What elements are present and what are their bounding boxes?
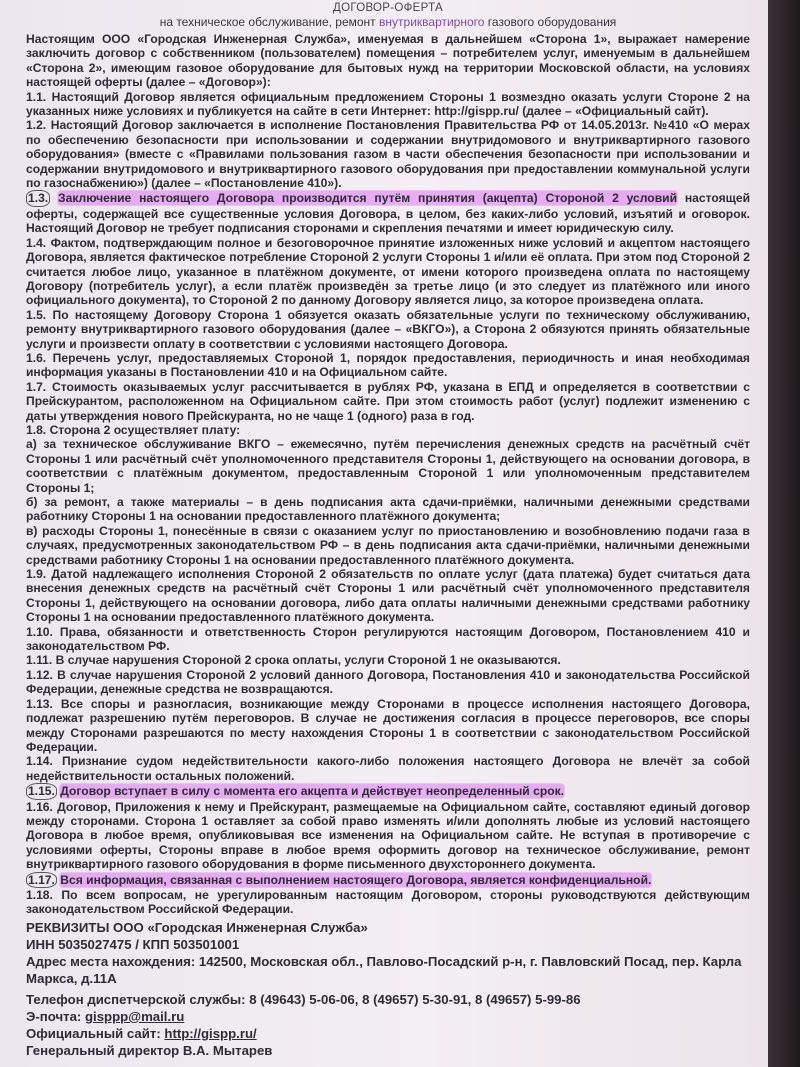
clause-number: 1.4. [26, 235, 47, 250]
clause-item [26, 567, 750, 625]
clause-text: б) за ремонт, а также материалы – в день подписания акта сдачи-приёмки, наличными денежными средствами работнику Стороны 1 на основании предоставленного платёжного документа; [26, 495, 750, 524]
requisites-phone: Телефон диспетчерской службы: 8 (49643) 5-06-06, 8 (49657) 5-30-91, 8 (49657) 5-99-86 [26, 991, 581, 1007]
clause-number: 1.14. [26, 754, 53, 769]
clause-text: Все споры и разногласия, возникающие между Сторонами в процессе исполнения настоящего Договора, подлежат разрешению путём переговоров. В случае не достижения согласия в процессе переговоров, все споры между Сторонами разрешаются по месту нахождения Стороны 1 в соответствии с законодательством Российской Федерации. [26, 696, 750, 754]
clause-text: а) за техническое обслуживание ВКГО – ежемесячно, путём перечисления денежных средств на расчётный счёт Стороны 1 или расчётный счёт уполномоченного представителя Стороны 1, действующего на основании договора, в соответствии с платёжным документом, предоставленным Стороной 1 или уполномоченным представителем Стороны 1; [26, 437, 750, 495]
clause-text: Признание судом недействительности какого-либо положения настоящего Договора не влечёт за собой недействительности остальных положений. [26, 754, 750, 783]
clause-number: 1.16. [26, 799, 53, 814]
document-subtitle [26, 15, 750, 29]
clause-item [26, 668, 750, 697]
clause-number: 1.17. [28, 872, 55, 887]
clause-number: 1.6. [26, 350, 47, 365]
clause-item [26, 872, 750, 888]
clause-number: 1.3. [28, 191, 49, 206]
clause-item [26, 888, 750, 917]
clause-number: 1.2. [26, 118, 47, 133]
clause-item [26, 495, 750, 524]
clause-text: По настоящему Договору Сторона 1 обязуется оказать обязательные услуги по техническому обслуживанию, ремонту внутриквартирного газового оборудования (далее – «ВКГО»), а Сторона 2 обязуются принять обязательные услуги и произвести оплату в соответствии с условиями настоящего Договора. [26, 307, 750, 351]
car-dashboard-edge [768, 0, 800, 1067]
subtitle-accent: внутриквартирного [379, 15, 485, 29]
clause-number: 1.5. [26, 307, 47, 322]
clause-text: Настоящий Договор является официальным предложением Стороны 1 возмездно оказать услуги Стороне 2 на указанных ниже условиях и публикуется на сайте в сети Интернет: http://gispp.ru/ (далее – «Официальный сайт). [26, 89, 750, 119]
clause-number: 1.10. [26, 624, 53, 639]
clause-text: Сторона 2 осуществляет плату: [49, 422, 241, 437]
clause-item [26, 754, 750, 783]
clause-item [26, 236, 750, 308]
clause-item [26, 380, 750, 423]
clause-item [26, 90, 750, 119]
clause-highlight: Заключение настоящего Договора производится путём принятия (акцепта) Стороной 2 условий [58, 191, 678, 206]
clause-text: в) расходы Стороны 1, понесённые в связи с оказанием услуг по приостановлению и возобновлению подачи газа в случаях, предусмотренных законодательством РФ – в день подписания акта сдачи-приёмки, наличными денежными средствами работнику Стороны 1 на основании предоставленного платёжного документа. [26, 523, 750, 567]
email-link[interactable]: gisppp@mail.ru [84, 1008, 185, 1024]
clause-item [26, 190, 750, 235]
clause-item [26, 524, 750, 567]
clause-text: Перечень услуг, предоставляемых Стороной 1, порядок предоставления, периодичность и иная необходимая информация указаны в Постановлении 410 и на Официальном сайте. [26, 350, 750, 380]
clause-number: 1.18. [26, 887, 53, 902]
clause-number: 1.13. [26, 696, 53, 711]
clause-text: В случае нарушения Стороной 2 условий данного Договора, Постановления 410 и законодательства Российской Федерации, денежные средства не возвращаются. [26, 667, 750, 697]
clause-text: настоящей оферты, содержащей все существенные условия Договора, в целом, без каких-либо условий, изъятий и оговорок. Настоящий Договор не требует подписания сторонами и скрепления печатями и имеет юридическую силу. [26, 191, 751, 236]
clause-item [26, 783, 750, 799]
requisites-address: Адрес места нахождения: 142500, Московская обл., Павлово-Посадский р-н, г. Павловский Посад, пер. Карла Маркса, д.11А [26, 953, 742, 986]
requisites-inn: ИНН 5035027475 / КПП 503501001 [26, 936, 240, 952]
clause-item [26, 653, 750, 667]
clause-number: 1.1. [26, 89, 47, 104]
clauses-list [26, 90, 750, 917]
clause-text: Договор, Приложения к нему и Прейскурант, размещаемые на Официальном сайте, составляют единый договор между сторонами. Сторона 1 оставляет за собой право изменять и/или дополнять любые из условий настоящего Договора в любое время, опубликовывая все изменения на Официальном сайте. Не вступая в противоречие с условиями оферты, Стороны вправе в любое время оформить договор на техническое обслуживание, ремонт внутриквартирного газового оборудования в форме письменного двухстороннего документа. [26, 799, 750, 872]
clause-item [26, 697, 750, 755]
clause-number: 1.9. [26, 567, 47, 582]
clause-item [26, 351, 750, 380]
clause-highlight: Договор вступает в силу с момента его акцепта и действует неопределенный срок. [60, 784, 565, 799]
clause-text: В случае нарушения Стороной 2 срока оплаты, услуги Стороной 1 не оказываются. [55, 653, 561, 668]
clause-item [26, 800, 750, 872]
clause-number: 1.7. [26, 379, 47, 394]
clause-number: 1.15. [28, 784, 55, 799]
clause-text: Настоящий Договор заключается в исполнение Постановления Правительства РФ от 14.05.2013г. №410 «О мерах по обеспечению безопасности при использовании и содержании внутридомового и внутриквартирного газового оборудования» (вместе с «Правилами пользования газом в части обеспечения безопасности при использовании и содержании внутридомового и внутриквартирного газового оборудования при предоставлении коммунальной услуги по газоснабжению») (далее – «Постановление 410»). [26, 118, 750, 191]
clause-text: Стоимость оказываемых услуг рассчитывается в рублях РФ, указана в ЕПД и определяется в соответствии с Прейскурантом, расположенном на Официальном сайте. При этом стоимость работ (услуг) подлежит изменению с даты утверждения нового Прейскуранта, но не чаще 1 (одного) раза в год. [26, 379, 750, 423]
requisites-email [26, 1008, 750, 1025]
clause-number: 1.8. [26, 422, 47, 437]
clause-text: По всем вопросам, не урегулированным настоящим Договором, стороны руководствуются действующим законодательством Российской Федерации. [26, 887, 750, 917]
clause-item [26, 437, 750, 495]
requisites-director: Генеральный директор В.А. Мытарев [26, 1042, 273, 1058]
clause-number: 1.12. [26, 667, 53, 682]
clause-text: Права, обязанности и ответственность Сторон регулируются настоящим Договором, Постановлением 410 и законодательством РФ. [26, 624, 750, 654]
clause-item [26, 423, 750, 437]
clause-highlight: Вся информация, связанная с выполнением настоящего Договора, является конфиденциальной. [60, 872, 652, 887]
document-title: ДОГОВОР-ОФЕРТА [332, 2, 444, 14]
clause-item [26, 625, 750, 654]
site-link[interactable]: http://gispp.ru/ [164, 1025, 257, 1041]
subtitle-pre: на техническое обслуживание, ремонт [159, 15, 376, 29]
requisites-block [26, 919, 750, 1059]
requisites-site [26, 1025, 750, 1042]
requisites-heading: РЕКВИЗИТЫ ООО «Городская Инженерная Служба» [26, 919, 368, 935]
site-label: Официальный сайт: [26, 1025, 165, 1041]
clause-item [26, 308, 750, 351]
clause-number: 1.11. [26, 653, 53, 668]
clause-item [26, 118, 750, 190]
clause-text: Датой надлежащего исполнения Стороной 2 обязательств по оплате услуг (дата платежа) будет считаться дата внесения денежных средств на расчётный счёт Стороны 1 или расчётный счёт уполномоченного представителя Стороны 1, действующего на основании договора, либо дата оплаты наличными денежными средствами работнику Стороны 1 на основании предоставленного платёжного документа. [26, 567, 750, 625]
subtitle-post: газового оборудования [487, 15, 617, 29]
intro-paragraph: Настоящим ООО «Городская Инженерная Служба», именуемая в дальнейшем «Сторона 1», выражает намерение заключить договор с собственником (пользователем) помещения – потребителем услуг, именуемым в дальнейшем «Сторона 2», имеющим газовое оборудование для бытовых нужд на территории Московской области, на условиях настоящей оферты (далее – «Договор»): [26, 32, 750, 90]
clause-text: Фактом, подтверждающим полное и безоговорочное принятие изложенных ниже условий и акцептом настоящего Договора, является фактическое потребление Стороной 2 услуги Стороны 1 и/или её оплата. При этом под Стороной 2 считается любое лицо, указанное в платёжном документе, от имени которого произведена оплата по настоящему Договору (потребитель услуг), а если платёж произведён за третье лицо (и это следует из платёжного или иного официального документа), то Стороной 2 по данному Договору является лицо, за которое произведена оплата. [26, 235, 750, 308]
email-label: Э-почта: [26, 1008, 85, 1024]
